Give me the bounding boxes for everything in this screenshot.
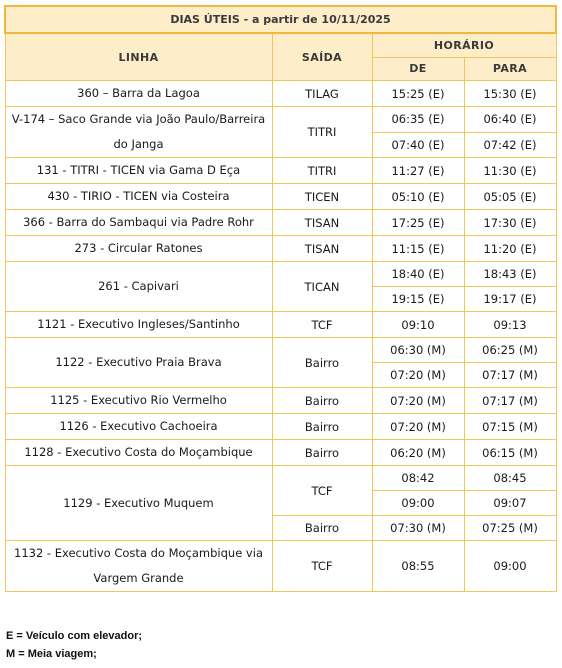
time-para: 08:45 [464,466,556,491]
time-de: 07:20 (M) [372,388,464,414]
time-para: 06:15 (M) [464,440,556,466]
time-de: 09:10 [372,312,464,338]
header-para: PARA [464,58,556,81]
time-para: 19:17 (E) [464,287,556,312]
route-saida: Bairro [272,338,372,388]
time-para: 07:17 (M) [464,388,556,414]
table-row [5,466,556,491]
table-row [5,236,556,262]
route-line: 1122 - Executivo Praia Brava [5,338,272,388]
time-para: 07:17 (M) [464,363,556,388]
time-para: 09:00 [464,541,556,592]
time-para: 17:30 (E) [464,210,556,236]
route-saida: TICAN [272,262,372,312]
route-line: 430 - TIRIO - TICEN via Costeira [5,184,272,210]
route-line: 131 - TITRI - TICEN via Gama D Eça [5,158,272,184]
route-saida: TISAN [272,236,372,262]
time-para: 06:25 (M) [464,338,556,363]
table-row [5,388,556,414]
route-line: 1132 - Executivo Costa do Moçambique via Vargem Grande [5,541,272,592]
table-row [5,414,556,440]
table-row [5,81,556,107]
table-row [5,262,556,287]
time-de: 15:25 (E) [372,81,464,107]
legend-half-trip: M = Meia viagem; [6,648,97,660]
time-de: 05:10 (E) [372,184,464,210]
table-row [5,107,556,133]
route-saida: TISAN [272,210,372,236]
route-line: 366 - Barra do Sambaqui via Padre Rohr [5,210,272,236]
time-para: 07:15 (M) [464,414,556,440]
time-para: 07:25 (M) [464,516,556,541]
time-de: 08:42 [372,466,464,491]
time-para: 09:07 [464,491,556,516]
time-de: 07:20 (M) [372,414,464,440]
route-saida: TILAG [272,81,372,107]
time-de: 11:15 (E) [372,236,464,262]
route-saida: TCF [272,312,372,338]
time-para: 06:40 (E) [464,107,556,133]
route-line: 273 - Circular Ratones [5,236,272,262]
time-para: 11:30 (E) [464,158,556,184]
time-de: 07:20 (M) [372,363,464,388]
header-linha: LINHA [5,33,272,81]
route-line: V-174 – Saco Grande via João Paulo/Barreira do Janga [5,107,272,158]
table-row [5,158,556,184]
route-saida: Bairro [272,516,372,541]
schedule-table [4,5,557,592]
route-line: 360 – Barra da Lagoa [5,81,272,107]
table-row [5,184,556,210]
route-saida: TICEN [272,184,372,210]
header-horario: HORÁRIO [372,33,556,58]
route-line: 1125 - Executivo Rio Vermelho [5,388,272,414]
time-para: 15:30 (E) [464,81,556,107]
route-saida: Bairro [272,440,372,466]
route-line: 1129 - Executivo Muquem [5,466,272,541]
table-title: DIAS ÚTEIS - a partir de 10/11/2025 [5,6,556,33]
time-de: 18:40 (E) [372,262,464,287]
time-de: 07:40 (E) [372,132,464,158]
time-para: 07:42 (E) [464,132,556,158]
time-de: 08:55 [372,541,464,592]
time-de: 06:35 (E) [372,107,464,133]
time-para: 05:05 (E) [464,184,556,210]
time-de: 09:00 [372,491,464,516]
route-saida: TITRI [272,158,372,184]
table-row [5,338,556,363]
time-de: 19:15 (E) [372,287,464,312]
header-saida: SAÍDA [272,33,372,81]
route-saida: TITRI [272,107,372,158]
route-line: 1126 - Executivo Cachoeira [5,414,272,440]
legend-elevator: E = Veículo com elevador; [6,630,143,642]
route-saida: Bairro [272,414,372,440]
route-saida: TCF [272,541,372,592]
time-de: 17:25 (E) [372,210,464,236]
route-saida: TCF [272,466,372,516]
time-para: 11:20 (E) [464,236,556,262]
header-de: DE [372,58,464,81]
route-saida: Bairro [272,388,372,414]
time-de: 06:30 (M) [372,338,464,363]
time-de: 11:27 (E) [372,158,464,184]
time-de: 07:30 (M) [372,516,464,541]
time-de: 06:20 (M) [372,440,464,466]
route-line: 261 - Capivari [5,262,272,312]
route-line: 1121 - Executivo Ingleses/Santinho [5,312,272,338]
table-row [5,312,556,338]
time-para: 09:13 [464,312,556,338]
time-para: 18:43 (E) [464,262,556,287]
route-line: 1128 - Executivo Costa do Moçambique [5,440,272,466]
